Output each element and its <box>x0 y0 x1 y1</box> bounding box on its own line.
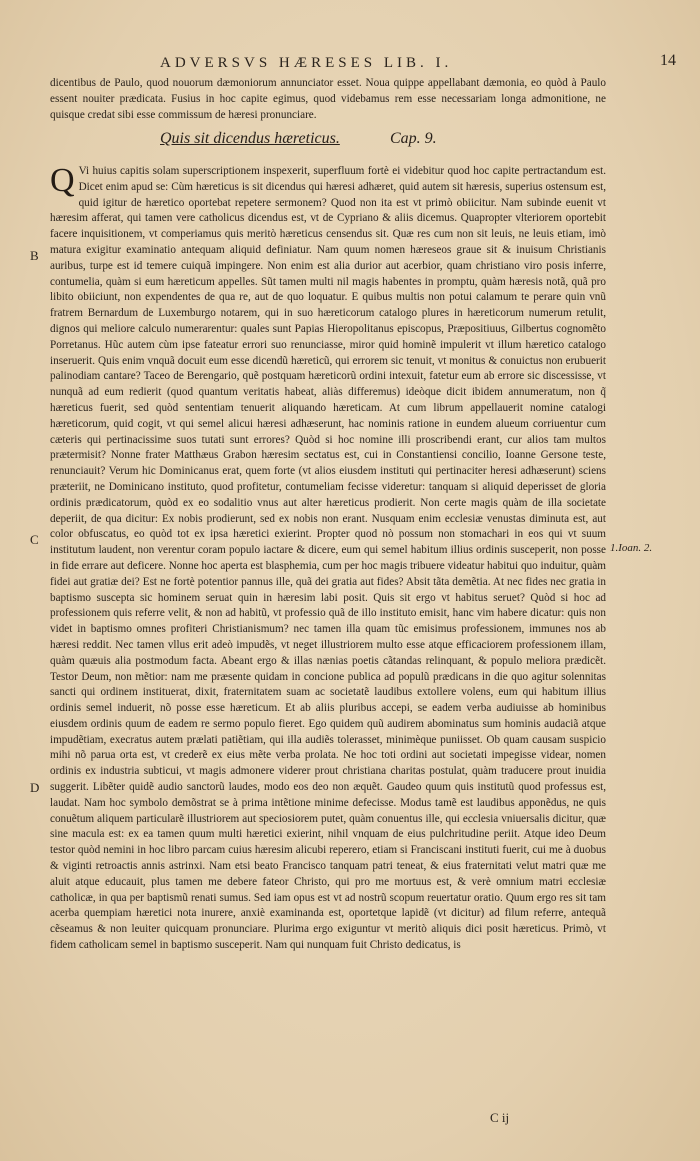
signature-mark: C ij <box>490 1110 510 1125</box>
drop-capital: Q <box>50 162 75 199</box>
margin-letter-d: D <box>30 780 40 795</box>
chapter-title: Quis sit dicendus hæreticus. <box>160 130 340 147</box>
intro-paragraph: dicentibus de Paulo, quod nouorum dæmoniorum annunciator esset. Noua quippe appellabant dæmonia, eo quòd à Paulo essent nouiter prædicata. Fusius in hoc capite egimus, quod videbamus rem esse necessariam longa admonitione, ne quisque credat sibi esse commissum de hæresi pronunciare. <box>50 77 606 121</box>
margin-note: 1.Ioan. 2. <box>610 542 653 554</box>
chapter-heading <box>160 130 580 148</box>
margin-letter-b: B <box>30 248 39 263</box>
chapter-number: Cap. 9. <box>390 130 437 147</box>
running-title: ADVERSVS HÆRESES LIB. I. <box>160 55 453 71</box>
body-paragraph <box>50 164 606 954</box>
body-text: Vi huius capitis solam superscriptionem inspexerit, superfluum fortè ei videbitur quod hoc capite pertractandum est. Dicet enim apud se: Cùm hæreticus is sit dicendus qui hæresi adhæret, quid autem sit hæresis, superius ostensum est, quid igitur de hæretico oportebat repetere sermonem? Quod non ita est vt primò obiicitur. Nam subinde euenit vt hæresim afferat, qui tamen vere catholicus dicendus est, vt de Cypriano & aliis dicemus. Quapropter vlteriorem oportebit facere inquisitionem, vt comperiamus quis meritò hæreticus censendus sit. Quæ res cum non sit leuis, ne leuis etiam, imò matura exigitur examinatio antequam aliquid definiatur. Nam quum nomen hæreseos graue sit & inuisum Christianis auribus, turpe est id temere cuiquã impingere. Non enim est alia durior aut acerbior, quam christiano viro posis inferre, contumelia, quàm si eum hæreticum appelles. Sũt tamen multi nil magis habentes in promptu, quàm hæresis notã, quã pro libito obiiciunt, non expendentes de qua re, aut de quo loquatur. E quibus multis non potui calamum te perare quin vnũ fratrem Bernardum de Luxemburgo notarem, qui in suo hæreticorum catalogo plures in hæreticorum numerum retulit, dignos qui meliore calculo numerarentur: quales sunt Papias Hieropolitanus episcopus, Præpositiuus, Gilbertus cognomẽto Porretanus. Hũc autem cùm ipse fateatur errori suo renunciasse, miror quid hominẽ impulerit vt illum hæretico catalogo inseruerit. Quis enim vnquã docuit eum esse dicendũ hæreticũ, qui errorem sic tenuit, vt monitus & conuictus non erubuerit palinodiam cantare? Taceo de Berengario, quẽ postquam hæreticorũ ordini intexuit, fatetur eum ab errore sic discessisse, vt nunquã ad eum redierit (quod quantum veritatis habeat, aliàs differemus) ideòque dicit ibidem annumeratum, non q̃ hæreticus fuerit, sed quòd sententiam tenuerit aliquando hæreticam. At cum librum appellauerit nomine catalogi hæreticorum, quid cogit, vt qui semel alicui hæresi adhæserunt, hac nominis ratione in eundem alueum corriuentur cum cæteris qui pertinacissime suos tutati sunt errores? Quòd si hoc nomine illi proscribendi erant, cur alios tam multos prætermisit? Nonne frater Matthæus Grabon hæresim sectatus est, cui in Constantiensi concilio, Ioanne Gersone teste, renunciauit? Verum hic Dominicanus erat, quem forte (vt alios eiusdem instituti qui pertinaciter heresi adhæserunt) sciens præteriit, ne Dominicano instituto, quod profitetur, contumeliam fecisse videretur: tanquam si aliquid deperisset de gloria ordinis prædicatorum, quòd ex eo sodalitio vnus aut alter hæreticus prodierit. Non certe magis quàm de illa societate deperiit, de qua dicitur: Ex nobis prodierunt, sed ex nobis non erant. Nusquam enim ecclesiæ venustas diminuta est, aut color obfuscatus, eo quòd tot ex ipsa hæretici exierint. Propter quod nò possum non stomachari in eos qui vt suum institutum laudent, non verentur coram populo iactare & dicere, eum qui semel habitum illius ordinis susceperit, non posse in fide errare aut deficere. Nonne hoc aperta est blasphemia, cum per hoc magis tribuere videatur habitui quo induitur, quàm fidei aut gratiæ dei? Est ne fortè potentior pannus ille, quã dei gratia aut fides? Absit tãta demẽtia. At nec fides nec gratia in baptismo suscepta sic hominem seruat quin in hæresim labi posit. Quis sit ergo vt habitus seruet? Quòd si hoc ad professionem quis referre velit, & non ad habitũ, vt professio quã de illo instituto emisit, hanc vim habere dicatur: quis non videt in baptismo omnes profiteri Christianismum? nec tamen illa quam tũc emisimus professionem, immunes nos ab hæresi reddit. Nec tamen vllus erit adeò impudẽs, vt neget illustriorem multo esse atque efficaciorem professionem illam, quàm quæuis alia postmodum facta. Abeant ergo & illas nænias poetis cãtandas relinquant, & populo meliora prædicẽt. Testor Deum, non mẽtior: nam me præsente quidam in concione publica ad populũ prædicans in die quo agitur solennitas sancti qui ordinem instituerat, dixit, fraternitatem suam ac societatẽ laudibus extollere volens, eum qui habitum illius ordinis semel induerit, nõ posse esse hæreticum. Et ab aliis pluribus accepi, se eadem verba audiuisse ab hominibus eiusdem ordinis quum de eadem re sermo populo fieret. Ego quidem quũ audirem abominatus sum hominis audaciã atque impudẽtiam, execratus autem prælati patiẽtiam, qui illa audiẽs tolerasset, minimèque puniisset. Ob quam causam suspicio mihi nõ parua orta est, vt crederẽ ex eius mẽte verba prolata. Ne hoc toti ordini aut societati impegisse videar, nomen ordinis ex industria subticui, vt magis admonere viderer prout christiana charitas postulat, quàm traducere prout inuidia suggerit. Libẽter quidẽ audio sanctorũ laudes, modo eos deo non æquẽt. Gaudeo quum quis institutũ quod professus est, laudat. Nam hoc symbolo demõstrat se à prima intẽtione minime defecisse. Modus tamẽ est laudibus apponẽdus, ne quis conuẽtum aliquem particularẽ illustriorem aut speciosiorem putet, quàm conuentus ille, qui ecclesia vniuersalis dicitur, quæ sine macula est: ex ea tamen quum multi hæretici exierint, nihil vnquam de eius pulchritudine periit. Atque ideo Deum testor quòd nemini in hoc libro parcam cuius hæresim alicubi reperero, etiam si Franciscani instituti fuerit, cui me à duobus & viginti retroactis annis astrinxi. Nam etsi beato Francisco tanquam patri teneat, & eius fraternitati velut matri quæ me aluit atque educauit, plus tamen me debere fateor Christo, qui pro me mortuus est, & verè omnium matri ecclesiæ catholicæ, in qua per baptismũ renati sumus. Sed iam opus est vt ad nostrũ scopum reuertatur oratio. Quum ergo res sit tam acerba quempiam hæretici nota inurere, anxiè examinanda est, oportetque lapidẽ (vt dicitur) ad filum referre, antequã cẽseamus & non leuiter quicquam pronunciare. Plurima ergo exiguntur vt meritò aliquis dici posit hæreticus. Primò, vt fidem catholicam semel in baptismo susceperit. Nam qui nunquam fuit Christo dedicatus, is <box>50 165 606 952</box>
folio-number: 14 <box>660 52 676 69</box>
margin-letter-c: C <box>30 532 39 547</box>
chapter-body <box>50 164 606 954</box>
